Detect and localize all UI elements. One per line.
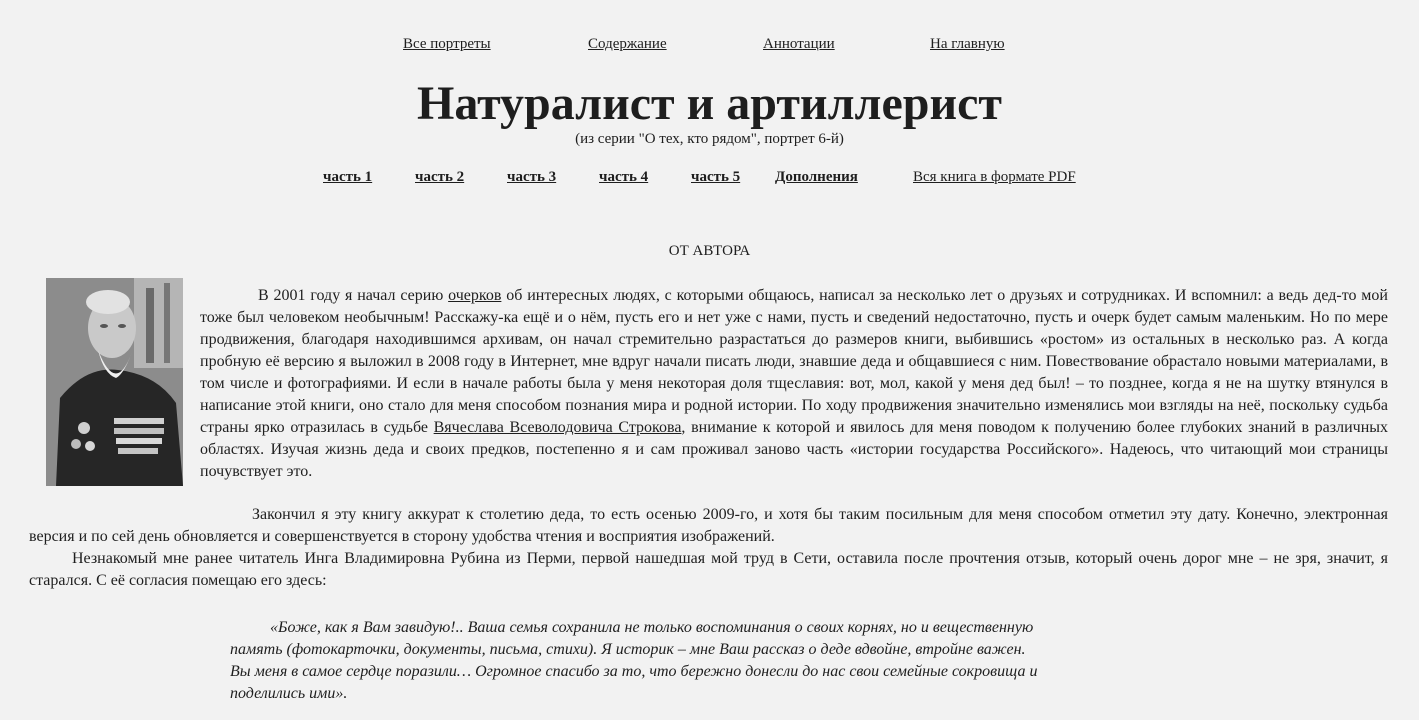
intro-text-before-link: В 2001 году я начал серию bbox=[258, 287, 449, 304]
paragraph-reader-review bbox=[29, 548, 1388, 592]
portrait-photo bbox=[46, 278, 183, 486]
supplements-link[interactable]: Дополнения bbox=[775, 169, 858, 185]
reader-quote bbox=[230, 617, 1190, 705]
essays-link[interactable]: очерков bbox=[448, 287, 502, 304]
paragraph-reader-review-text: Незнакомый мне ранее читатель Инга Владимировна Рубина из Перми, первой нашедшая мой труд в Сети, оставила после прочтения отзыв, который очень дорог мне – не зря, значит, я старался. С её согласия помещаю его здесь: bbox=[29, 550, 1388, 589]
part-link-5[interactable]: часть 5 bbox=[691, 169, 741, 185]
nav-link-home[interactable]: На главную bbox=[930, 36, 1005, 52]
paragraph-completion-text: Закончил я эту книгу аккурат к столетию деда, то есть осенью 2009-го, и хотя бы таким посильным для меня способом отметил эту дату. Конечно, электронная версия и по сей день обновляется и совершенствуется в сторону удобства чтения и восприятия изображений. bbox=[29, 506, 1388, 545]
pdf-book-link[interactable]: Вся книга в формате PDF bbox=[913, 169, 1076, 185]
page-subtitle: (из серии "О тех, кто рядом", портрет 6-й) bbox=[575, 131, 844, 147]
part-link-4[interactable]: часть 4 bbox=[599, 169, 649, 185]
nav-link-contents[interactable]: Содержание bbox=[588, 36, 667, 52]
section-heading: ОТ АВТОРА bbox=[668, 243, 751, 259]
quote-line-1: «Боже, как я Вам завидую!.. Ваша семья сохранила не только воспоминания о своих корнях, но и вещественную bbox=[270, 619, 1034, 636]
intro-text-after-link: , внимание к которой и явилось для меня поводом к получению более глубоких знаний в различных областях. Изучая жизнь деда и своих предков, постепенно я и сам проживал заново часть «истории государства Российского». Надеюсь, что читающий мои страницы почувствует это. bbox=[200, 419, 1389, 480]
nav-link-all-portraits[interactable]: Все портреты bbox=[403, 36, 491, 52]
part-link-3[interactable]: часть 3 bbox=[507, 169, 557, 185]
intro-paragraph bbox=[200, 285, 1388, 483]
nav-link-annotations[interactable]: Аннотации bbox=[763, 36, 835, 52]
strokov-link[interactable]: Вячеслава Всеволодовича Строкова bbox=[433, 419, 682, 436]
page-title: Натуралист и артиллерист bbox=[417, 77, 1002, 130]
paragraph-completion bbox=[29, 504, 1388, 548]
quote-line-2: память (фотокарточки, документы, письма, стихи). Я историк – мне Ваш рассказ о деде вдвойне, втройне важен. bbox=[230, 641, 1026, 658]
quote-line-4: поделились ими». bbox=[230, 685, 348, 702]
part-link-2[interactable]: часть 2 bbox=[415, 169, 465, 185]
intro-text-middle: об интересных людях, с которыми общаюсь, написал за несколько лет о друзьях и сотрудниках. И вспомнил: а ведь дед-то мой тоже был человеком необычным! Расскажу-ка ещё и о нём, пусть его и нет уже с нами, пусть и сведений недостаточно, пусть и очерк будет самым маленьким. Но по мере продвижения, благодаря находившимся архивам, он начал стремительно разрастаться до размеров книги, выбившись «ростом» из остальных в несколько раз. А когда пробную её версию я выложил в 2008 году в Интернет, мне вдруг начали писать люди, знавшие деда и общавшиеся с ним. Повествование обрастало новыми материалами, в том числе и фотографиями. И если в начале работы была у меня некоторая доля тщеславия: вот, мол, какой у меня дед был! – то позднее, когда я не на шутку втянулся в написание этой книги, оно стало для меня способом познания мира и родной истории. По ходу продвижения значительно изменялись мои взгляды на неё, поскольку судьба страны ярко отразилась в судьбе bbox=[200, 287, 1388, 436]
quote-line-3: Вы меня в самое сердце поразили… Огромное спасибо за то, что бережно донесли до нас свои семейные сокровища и bbox=[230, 663, 1038, 680]
part-link-1[interactable]: часть 1 bbox=[323, 169, 373, 185]
